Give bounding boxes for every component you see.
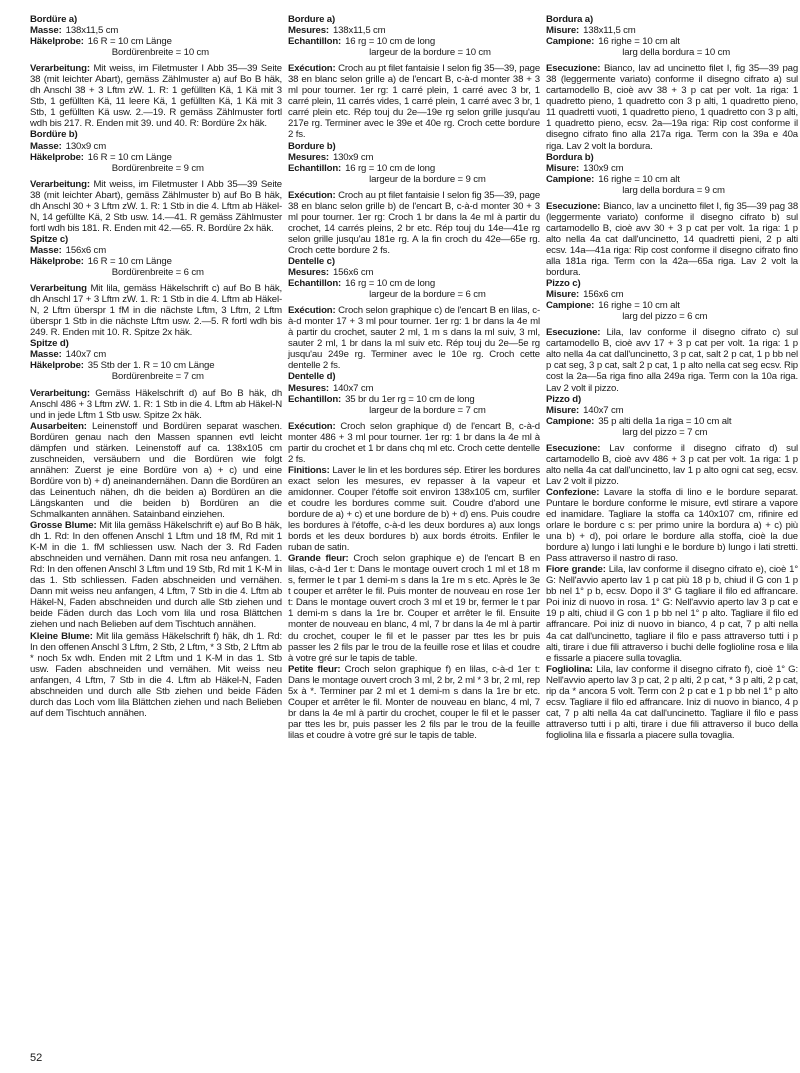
paragraph-body: Bianco, lav a uncinetto filet I, fig 35—39 pag 38 (leggermente variato) conforme il disegno cifrato b) sul cartamodello B, cioè avv 30 + 3 p cat per volt. 1a riga: 1 p alto nella 4a cat dall'uncinetto, 14 quadretti pieni, 2 p alti ecsv. 14a—41a riga: Rip cost conforme il disegno cifrato fino alla 181a riga. Term con la 42a—65a riga. Lav 2 volt la bordura. xyxy=(546,200,799,279)
paragraph-lead: Petite fleur: xyxy=(288,663,341,675)
instruction-paragraph xyxy=(30,520,282,630)
spec-row xyxy=(288,36,540,58)
paragraph-body: Lavare la stoffa di lino e le bordure separat. Puntare le bordure conforme le misure, evtl stirare a vapore ed inamidare. Tagliare la stoffa ca 140x107 cm, rifinire ed orlare le bordure c s: per primo unire la bordura a) + c) più una b) + d), poi orlare le bordure alla stoffa, cioè la due bordure a) lungo i lati lunghi e le bordure b) lungo i lati stretti. Pass attraverso il nastro di raso. xyxy=(546,486,799,565)
paragraph-body: Gemäss Häkelschrift d) auf Bo B häk, dh Anschl 486 + 3 Lftm zW. 1. R: 1 Stb in die 4. Lftm ab Häkel-N und in jede Lftm 1 Stb usw. Spitze 2x häk. xyxy=(30,387,283,421)
spec-row xyxy=(30,141,282,152)
spec-row xyxy=(288,152,540,163)
spec-label: Misure: xyxy=(546,162,580,174)
spec-value-line: 156x6 cm xyxy=(332,267,374,279)
spec-label: Echantillon: xyxy=(288,278,342,290)
spec-value xyxy=(333,25,540,36)
column-french xyxy=(288,14,540,741)
paragraph-body: Croch selon graphique e) de l'encart B en lilas, c-à-d 1er t: Dans le montage ouvert croch 1 ml et 18 m s, fermer le t par 1 demi-m s dans la 1re m s etc. Après le 3e t couper et arrêter le fil. Puis monter de nouveau en rose 1er t: Dans le montage ouvert croch 3 ml et 19 br, fermer le t par 1 demi-m s dans la 1re br. Couper et arrêter le fil. Ensuite monter de nouveau en blanc, 4 ml, 7 br dans la 4e ml à partir du crochet, couper le fil et le passer par ttes les br puis passer les 2 fils par le trou de la feuille rose et lilas et coudre à votre gré sur le tapis de table. xyxy=(288,553,541,664)
spec-label: Campione: xyxy=(546,36,595,48)
spec-label: Echantillon: xyxy=(288,162,342,174)
spec-label: Masse: xyxy=(30,25,62,37)
section-title: Spitze c) xyxy=(30,233,69,245)
spec-value-line: 138x11,5 cm xyxy=(583,25,636,37)
paragraph-body: Bianco, lav ad uncinetto filet I, fig 35—39 pag 38 (leggermente variato) conforme il disegno cifrato a) sul cartamodello B, cioè avv 38 + 3 p cat per volt. 1a riga: 1 quadretto pieno, 1 quadretto con 3 p alti, 1 quadretto pieno, 11 quadretti vuoti, 1 quadretto pieno, 1 quadretto con 3 p alti, 1 quadretto pieno, ecsv. 2a—19a riga: Rip cost conforme il disegno cifrato fino alla 217a riga. Term con la 39a e 40a riga. Lav 2 volt la bordura. xyxy=(546,63,799,152)
spec-value-line: larg del pizzo = 7 cm xyxy=(622,426,708,438)
spec-value-line: 130x9 cm xyxy=(332,151,374,163)
instruction-paragraph xyxy=(288,664,540,741)
spec-value xyxy=(333,152,540,163)
spec-row xyxy=(30,25,282,36)
section-title: Spitze d) xyxy=(30,338,69,350)
spec-row xyxy=(30,349,282,360)
instruction-paragraph xyxy=(288,421,540,465)
spec-value-line: 138x11,5 cm xyxy=(332,25,386,37)
instruction-paragraph xyxy=(546,201,798,278)
spec-value-line: largeur de la bordure = 9 cm xyxy=(369,173,486,185)
spec-row xyxy=(30,36,282,58)
instruction-paragraph xyxy=(288,465,540,553)
paragraph-lead: Finitions: xyxy=(288,464,330,476)
paragraph-lead: Exécution: xyxy=(288,420,336,432)
spec-row xyxy=(288,278,540,300)
paragraph-lead: Esecuzione: xyxy=(546,327,601,339)
section-title: Pizzo c) xyxy=(546,278,581,290)
spec-value xyxy=(345,36,540,58)
paragraph-lead: Verarbeitung: xyxy=(30,387,90,399)
spec-value-line: 16 rg = 10 cm de long xyxy=(345,36,436,48)
spec-label: Mesures: xyxy=(288,151,329,163)
spec-row xyxy=(30,152,282,174)
spec-value-line: larg della bordura = 10 cm xyxy=(622,47,731,59)
paragraph-lead: Grosse Blume: xyxy=(30,520,97,532)
paragraph-lead: Grande fleur: xyxy=(288,553,349,565)
spec-value-line: largeur de la bordure = 10 cm xyxy=(369,47,491,59)
paragraph-lead: Fiore grande: xyxy=(546,564,606,576)
paragraph-body: Croch au pt filet fantaisie I selon fig 35—39, page 38 en blanc selon grille a) de l'encart B, c-à-d monter 38 + 3 ml pour tourner. 1er rg: 1 carré plein, 1 carré avec 3 br, 1 carré plein, 11 carrés vides, 1 carré plein, 1 carré avec 3 br, 1 carré plein etc. Rép touj du 2e—19e rg selon grille jusqu'au 217e rg. Terminer avec le 39e et 40e rg. Croch cette bordure 2 fs. xyxy=(288,63,541,141)
paragraph-lead: Esecuzione: xyxy=(546,442,601,454)
paragraph-lead: Esecuzione: xyxy=(546,63,601,75)
instruction-paragraph xyxy=(30,421,282,520)
section-title: Bordüre b) xyxy=(30,129,78,141)
spec-row xyxy=(546,174,798,196)
spec-label: Echantillon: xyxy=(288,36,342,48)
spec-value-line: largeur de la bordure = 6 cm xyxy=(369,289,486,301)
section-title: Bordura a) xyxy=(546,14,594,25)
spec-value xyxy=(66,245,282,256)
spec-label: Misure: xyxy=(546,25,580,37)
spec-value xyxy=(598,300,798,322)
spec-value xyxy=(345,278,540,300)
spec-value xyxy=(345,163,540,185)
column-italian xyxy=(546,14,798,741)
section-title: Bordura b) xyxy=(546,151,594,163)
paragraph-lead: Verarbeitung xyxy=(30,283,87,295)
spec-label: Masse: xyxy=(30,244,62,256)
spec-row xyxy=(546,36,798,58)
spec-value xyxy=(88,152,282,174)
instruction-paragraph xyxy=(288,190,540,256)
spec-value xyxy=(598,36,798,58)
spec-value xyxy=(598,174,798,196)
spec-value-line: larg della bordura = 9 cm xyxy=(622,184,725,196)
paragraph-lead: Exécution: xyxy=(288,189,336,201)
instruction-paragraph xyxy=(546,327,798,393)
spec-row xyxy=(546,25,798,36)
paragraph-body: Croch selon graphique f) en lilas, c-à-d 1er t: Dans le montage ouvert croch 3 ml, 2 br, 2 ml * 3 br, 2 ml, rep 5x à *. Terminer par 2 ml et 1 demi-m s dans la 1re br etc. Couper et arrêter le fil. Monter de nouveau en blanc, 4 ml, 7 br dans la 4e ml à partir du crochet, couper le fil et le passer par ttes les br, puis passer les 2 fils par le trou de la feuille lilas et coudre à votre gré sur le tapis de table. xyxy=(288,663,540,741)
instruction-paragraph xyxy=(288,553,540,663)
paragraph-body: Mit lila, gemäss Häkelschrift c) auf Bo B häk, dh Anschl 17 + 3 Lftm zW. 1. R: 1 Stb in die 4. Lftm ab Häkel-N, 2 Lftm überspr 1 fM in die nächste Lftm, 3 Lftm, 2 Lftm überspr 1 Stb in die nächste Lftm usw. 2.—5. R fortl wdh bis 249. R. Enden mit 10. R. Spitze 2x häk. xyxy=(30,283,282,339)
paragraph-body: Lila, lav conforme il disegno cifrato e), cioè 1° G: Nell'avvio aperto lav 1 p cat più 18 p b, chiud il G con 1 p bb nel 1° p b, ecsv. Dopo il 3° G tagliare il filo ed affrancare. Poi iniz di nuovo in rosa. 1° G: Nell'avvio aperto lav 3 p cat e 19 p alti, chiud il G con 1 p bb nel 1° p alto. Tagliare il filo ed affrancare. Poi iniz di nuovo in bianco, 4 p cat, 7 p alti nella 4a cat dall'uncinetto, tagliare il filo e pass attraverso tutti i p alti, tirare i due fili attraverso i buchi delle foglioline rosa e lila e fissarle a piacere sulla tovaglia. xyxy=(546,564,799,664)
instruction-paragraph xyxy=(288,305,540,371)
spec-value-line: Bordürenbreite = 10 cm xyxy=(111,47,210,59)
spec-label: Campione: xyxy=(546,415,595,427)
spec-row xyxy=(288,25,540,36)
spec-label: Campione: xyxy=(546,300,595,312)
spec-value xyxy=(88,256,282,278)
spec-value-line: 156x6 cm xyxy=(583,289,624,301)
paragraph-body: Lila, lav conforme il disegno cifrato f), cioè 1° G: Nell'avvio aperto lav 3 p cat, 2 p alti, 2 p cat, * 3 p alti, 2 p cat, rip da * ancora 5 volt. Term con 2 p cat e 1 p bb nel 1° p alto ecsv. Tagliare il filo ed affrancare. Iniz di nuovo in bianco, 4 p cat, 7 p alti nella 4a cat dall'uncinetto. Tagliare il filo e pass attraverso tutti i p alti, tirare i due fili attraverso il buco della fogliolina lila e fissarla a piacere sulla tovaglia. xyxy=(546,663,798,741)
section-title: Bordüre a) xyxy=(30,14,78,25)
spec-label: Campione: xyxy=(546,173,595,185)
spec-row xyxy=(546,416,798,438)
spec-row xyxy=(546,300,798,322)
spec-label: Häkelprobe: xyxy=(30,151,84,163)
spec-value-line: 16 righe = 10 cm alt xyxy=(598,173,680,185)
spec-label: Häkelprobe: xyxy=(30,36,84,48)
paragraph-body: Mit weiss, im Filetmuster I Abb 35—39 Seite 38 (mit leichter Abart), gemäss Zählmuster a) auf Bo B häk, dh Anschl 38 + 3 Lftm zW. 1. R: 1 gefüllten Kä, 1 Kä mit 3 Stb, 1 gefüllten Kä, 11 leere Kä, 1 gefüllten Kä, 1 Kä mit 3 Stb, 1 gefüllten Kä usw. 2.—19. R gemäss Zählmuster fortl wdh bis 217. R. Enden mit 39. und 40. R: Bordüre 2x häk. xyxy=(30,63,282,130)
page-number: 52 xyxy=(30,1052,43,1064)
instruction-paragraph xyxy=(546,664,798,741)
section-title: Pizzo d) xyxy=(546,393,582,405)
spec-row xyxy=(546,163,798,174)
spec-value-line: Bordürenbreite = 9 cm xyxy=(111,162,204,174)
section-title: Bordure a) xyxy=(288,14,336,25)
spec-label: Misure: xyxy=(546,289,580,301)
spec-value-line: 16 R = 10 cm Länge xyxy=(87,255,172,267)
spec-value-line: 35 br du 1er rg = 10 cm de long xyxy=(345,393,475,405)
spec-value-line: 140x7 cm xyxy=(65,349,107,361)
instruction-paragraph xyxy=(30,63,282,129)
spec-value xyxy=(583,405,798,416)
spec-value-line: 156x6 cm xyxy=(65,244,107,256)
paragraph-body: Mit lila gemäss Häkelschrift f) häk, dh 1. Rd: In den offenen Anschl 3 Lftm, 2 Stb, 2 Lftm, * 3 Stb, 2 Lftm ab * noch 5x wdh. Enden mit 2 Lftm und 1 K-M in das 1. Stb usw. Faden abschneiden und vernähen. Mit weiss neu anfangen, 4 Lftm, 7 Stb in die 4. Lftm ab Häkel-N, Faden abschneiden und durch alle Stb ziehen und beide Fäden durch das Loch vom lila Blättchen ziehen und nach Belieben auf dem Tischtuch annähen. xyxy=(30,630,283,719)
paragraph-body: Croch selon graphique d) de l'encart B, c-à-d monter 486 + 3 ml pour tourner. 1er rg: 1 br dans la 4e ml à partir du crochet et 1 br dans chq ml etc. Croch cette dentelle 2 fs. xyxy=(288,420,540,465)
paragraph-body: Laver le lin et les bordures sép. Etirer les bordures exact selon les mesures, ev repasser à la vapeur et amidonner. Couper l'étoffe soit environ 138x105 cm, surfiler et coudre les bordures comme suit. Coudre d'abord une bordure de a) + c) et une bordure de b) + d) ens. Puis coudre les bordures à l'étoffe, c-à-d les deux bordures a) aux longs bords et les deux bordures b) aux bords étroits. Enfiler le ruban de satin. xyxy=(288,464,540,554)
spec-label: Echantillon: xyxy=(288,393,342,405)
paragraph-body: Croch au pt filet fantaisie I selon fig 35—39, page 38 en blanc selon grille b) de l'encart B, c-à-d monter 30 + 3 ml pour tourner. 1er rg: Croch 1 br dans la 4e ml à partir du crochet, 14 carrés pleins, 2 br etc. Rép touj du 14e—41e rg selon grille jusqu'au 181e rg. A la fin croch du 42e—65e rg. Croch cette bordure 2 fs. xyxy=(288,189,541,256)
spec-value-line: 138x11,5 cm xyxy=(65,25,119,37)
spec-row xyxy=(288,163,540,185)
spec-value-line: 16 righe = 10 cm alt xyxy=(598,36,680,48)
paragraph-lead: Kleine Blume: xyxy=(30,630,93,642)
spec-value-line: 130x9 cm xyxy=(583,162,624,174)
section-title: Dentelle d) xyxy=(288,371,336,383)
paragraph-lead: Ausarbeiten: xyxy=(30,420,87,432)
paragraph-lead: Verarbeitung: xyxy=(30,178,90,190)
spec-value-line: 16 R = 10 cm Länge xyxy=(87,151,172,163)
instruction-paragraph xyxy=(546,443,798,487)
spec-value xyxy=(583,163,798,174)
spec-row xyxy=(30,256,282,278)
spec-row xyxy=(288,383,540,394)
spec-value-line: 35 Stb der 1. R = 10 cm Länge xyxy=(87,360,215,372)
instruction-paragraph xyxy=(30,388,282,421)
instruction-paragraph xyxy=(288,63,540,140)
paragraph-body: Mit lila gemäss Häkelschrift e) auf Bo B häk, dh 1. Rd: In den offenen Anschl 1 Lftm und 18 fM, Rd mit 1 K-M in die 1. fM schliessen usw. Nach der 3. Rd Faden abschneiden und vernähen. Dann mit rosa neu anfangen. 1. Rd: In den offenen Anschl 3 Lftm und 19 Stb, Rd mit 1 K-M in das 1. Stb schliessen. Faden abschneiden und vernähen. Dann mit weiss neu anfangen, 4 Lftm, 7 Stb in die 4. Lftm ab Häkel-N, Faden abschneiden und durch alle Stb ziehen und beide Fäden durch das Loch vom lila und rosa Blättchen ziehen und nach Belieben auf dem Tischtuch annähen. xyxy=(30,520,283,631)
spec-row xyxy=(546,405,798,416)
paragraph-lead: Exécution: xyxy=(288,305,336,317)
spec-row xyxy=(288,267,540,278)
paragraph-lead: Exécution: xyxy=(288,63,336,75)
spec-value xyxy=(88,360,282,382)
spec-label: Misure: xyxy=(546,404,580,416)
spec-value xyxy=(88,36,282,58)
spec-value xyxy=(333,267,540,278)
spec-value xyxy=(66,25,282,36)
spec-row xyxy=(30,360,282,382)
spec-value xyxy=(598,416,798,438)
paragraph-lead: Fogliolina: xyxy=(546,663,593,675)
spec-value-line: largeur de la bordure = 7 cm xyxy=(369,404,486,416)
instruction-paragraph xyxy=(546,487,798,564)
spec-row xyxy=(546,289,798,300)
spec-value xyxy=(333,383,540,394)
spec-value-line: Bordürenbreite = 7 cm xyxy=(111,371,204,383)
spec-label: Mesures: xyxy=(288,267,329,279)
instruction-paragraph xyxy=(546,564,798,663)
instruction-paragraph xyxy=(30,283,282,338)
instruction-paragraph xyxy=(546,63,798,151)
paragraph-lead: Verarbeitung: xyxy=(30,63,90,75)
spec-row xyxy=(288,394,540,416)
spec-value-line: 16 R = 10 cm Länge xyxy=(87,36,172,48)
spec-value xyxy=(583,25,798,36)
spec-value-line: 16 righe = 10 cm alt xyxy=(598,300,680,312)
spec-label: Masse: xyxy=(30,140,62,152)
paragraph-body: Mit weiss, im Filetmuster I Abb 35—39 Seite 38 (mit leichter Abart), gemäss Zählmuster b) auf Bo B häk, dh Anschl 30 + 3 Lftm zW. 1. R: 1 Stb in die 4. Lftm ab Häkel-N, 14 gefüllte Kä, 2 Stb usw. 14.—41. R gemäss Zählmuster fortl wdh bis 181. R. Enden mit 42.—65. R. Bordüre 2x häk. xyxy=(30,178,282,234)
spec-value-line: 140x7 cm xyxy=(332,382,374,394)
spec-value-line: 140x7 cm xyxy=(583,404,624,416)
paragraph-body: Leinenstoff und Bordüren separat waschen. Bordüren genau nach den Massen spannen evtl leicht dämpfen und stärken. Leinenstoff auf ca. 138x105 cm zuschneiden, versäubern und die Bordüren wie folgt annähen: Zuerst je eine Bordüre von a) + c) und eine Bordüre von b) + d) aneinandernähen. Dann die Bordüren an das Leinentuch nähen, dh die beiden a) Bordüren an die Längskanten und die beiden b) Bordüren an die Schmalkanten annähen. Satainband einziehen. xyxy=(30,420,282,521)
spec-label: Mesures: xyxy=(288,25,329,37)
spec-label: Mesures: xyxy=(288,382,329,394)
paragraph-body: Croch selon graphique c) de l'encart B en lilas, c-à-d monter 17 + 3 ml pour tourner. 1er rg: 1 br dans la 4e ml à partir du crochet, sauter 2 ml, 1 m s dans la ml suiv, 3 ml, sauter 2 ml, 1 br dans la ml suiv etc. Rép touj du 2e—5e rg jusqu'au 249e rg. Terminer avec le 10e rg. Croch cette dentelle 2 fs. xyxy=(288,305,541,372)
spec-value xyxy=(345,394,540,416)
spec-value-line: 130x9 cm xyxy=(65,140,107,152)
spec-value xyxy=(66,349,282,360)
spec-value xyxy=(583,289,798,300)
spec-value-line: 35 p alti della 1a riga = 10 cm alt xyxy=(598,415,732,427)
column-german xyxy=(30,14,282,719)
section-title: Dentelle c) xyxy=(288,255,335,267)
spec-value-line: 16 rg = 10 cm de long xyxy=(345,278,436,290)
spec-label: Masse: xyxy=(30,349,62,361)
instruction-paragraph xyxy=(30,179,282,234)
spec-label: Häkelprobe: xyxy=(30,255,84,267)
section-title: Bordure b) xyxy=(288,140,336,152)
paragraph-lead: Confezione: xyxy=(546,486,600,498)
instruction-paragraph xyxy=(30,631,282,719)
spec-value-line: Bordürenbreite = 6 cm xyxy=(111,267,204,279)
spec-row xyxy=(30,245,282,256)
spec-value-line: larg del pizzo = 6 cm xyxy=(622,311,708,323)
spec-label: Häkelprobe: xyxy=(30,360,84,372)
spec-value xyxy=(66,141,282,152)
spec-value-line: 16 rg = 10 cm de long xyxy=(345,162,436,174)
paragraph-lead: Esecuzione: xyxy=(546,200,601,212)
paragraph-body: Lav conforme il disegno cifrato d) sul cartamodello B, cioè avv 486 + 3 p cat per volt. 1a riga: 1 p alto nella 4a cat dall'uncinetto, lav 1 p alto ogni cat seg, ecsv. Lav 2 volt il pizzo. xyxy=(546,442,798,487)
paragraph-body: Lila, lav conforme il disegno cifrato c) sul cartamodello B, cioè avv 17 + 3 p cat per volt. 1a riga: 1 p alto nella 4a cat dall'uncinetto, 3 p cat, salt 2 p cat, 1 p bb nel p cat seg, 3 p cat, salt 2 p cat, 1 p alto nella cat seg ecsv. Rip cost la 2a—5a riga fino alla 249a riga. Term con la 10a riga. Lav 2 volt il pizzo. xyxy=(546,327,798,394)
